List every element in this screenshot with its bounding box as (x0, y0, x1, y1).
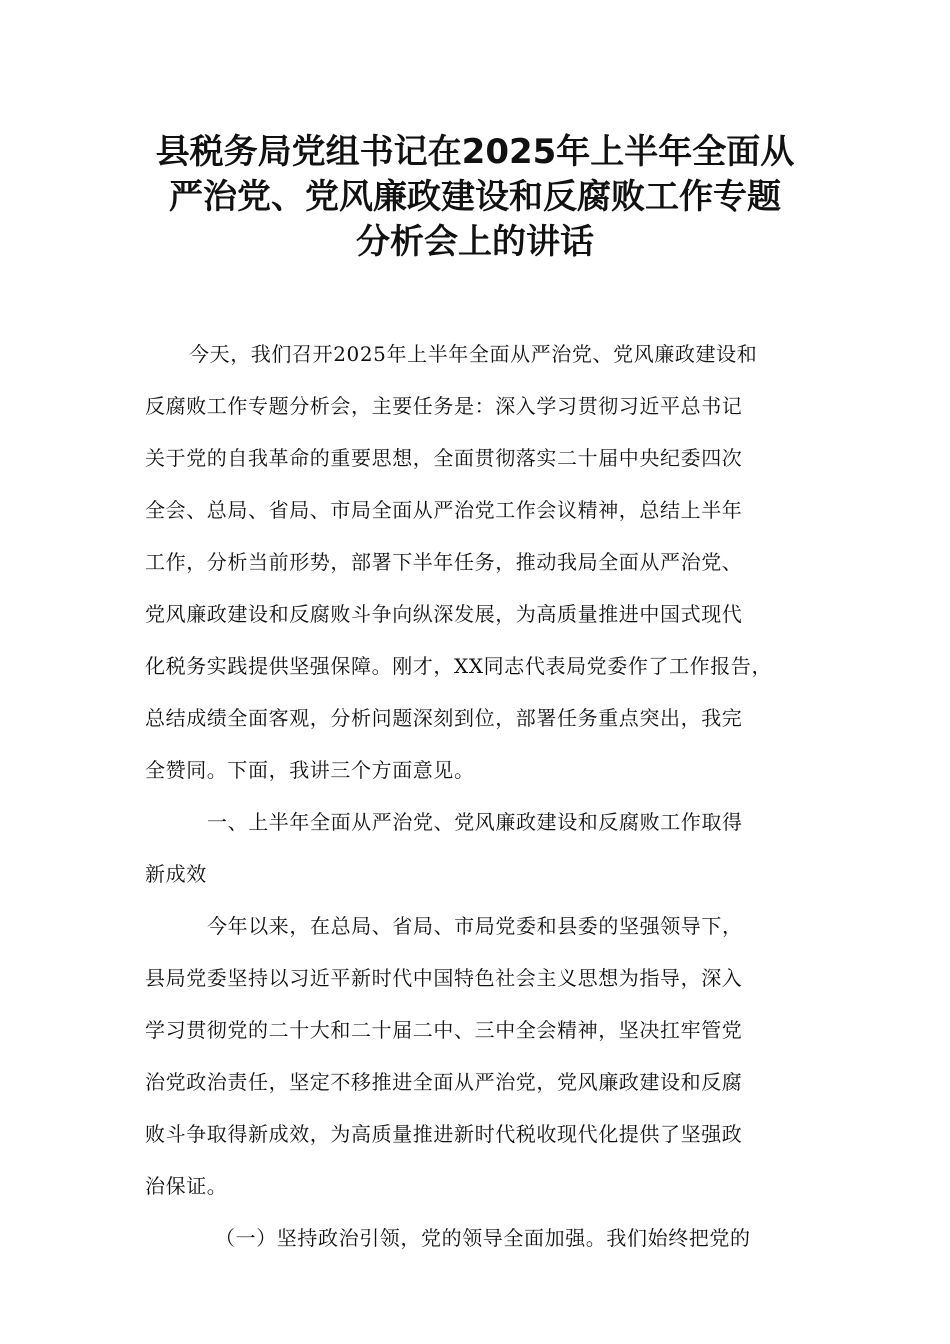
subheading-line: （一）坚持政治引领，党的领导全面加强。我们始终把党的 (215, 1226, 751, 1250)
section-heading-1 (145, 802, 835, 906)
text-line: 工作，分析当前形势，部署下半年任务，推动我局全面从严治党、 (145, 550, 743, 574)
text-line: 学习贯彻党的二十大和二十届二中、三中全会精神，坚决扛牢管党 (145, 1018, 743, 1042)
text-line: 今天，我们召开2025年上半年全面从严治党、党风廉政建设和 (189, 342, 758, 366)
heading-line: 新成效 (145, 862, 207, 886)
text-line: 治保证。 (145, 1174, 228, 1198)
paragraph-intro (145, 334, 835, 802)
text-line: 败斗争取得新成效，为高质量推进新时代税收现代化提供了坚强政 (145, 1122, 743, 1146)
text-line: 全会、总局、省局、市局全面从严治党工作会议精神，总结上半年 (145, 498, 743, 522)
title-line: 分析会上的讲话 (356, 222, 594, 262)
document-body (145, 334, 835, 1270)
text-line: 化税务实践提供坚强保障。刚才，XX同志代表局党委作了工作报告， (145, 654, 773, 678)
title-line: 严治党、党风廉政建设和反腐败工作专题 (169, 177, 781, 217)
title-line: 县税务局党组书记在2025年上半年全面从 (155, 132, 795, 172)
text-line: 关于党的自我革命的重要思想，全面贯彻落实二十届中央纪委四次 (145, 446, 743, 470)
text-line: 总结成绩全面客观，分析问题深刻到位，部署任务重点突出，我完 (145, 706, 743, 730)
heading-line: 一、上半年全面从严治党、党风廉政建设和反腐败工作取得 (207, 810, 743, 834)
text-line: 治党政治责任，坚定不移推进全面从严治党，党风廉政建设和反腐 (145, 1070, 743, 1094)
text-line: 今年以来，在总局、省局、市局党委和县委的坚强领导下， (207, 914, 743, 938)
document-title (120, 130, 830, 265)
text-line: 县局党委坚持以习近平新时代中国特色社会主义思想为指导，深入 (145, 966, 743, 990)
subsection-heading-1 (145, 1218, 835, 1270)
paragraph-achievements (145, 906, 835, 1218)
text-line: 反腐败工作专题分析会，主要任务是：深入学习贯彻习近平总书记 (145, 394, 743, 418)
text-line: 全赞同。下面，我讲三个方面意见。 (145, 758, 475, 782)
text-line: 党风廉政建设和反腐败斗争向纵深发展，为高质量推进中国式现代 (145, 602, 743, 626)
